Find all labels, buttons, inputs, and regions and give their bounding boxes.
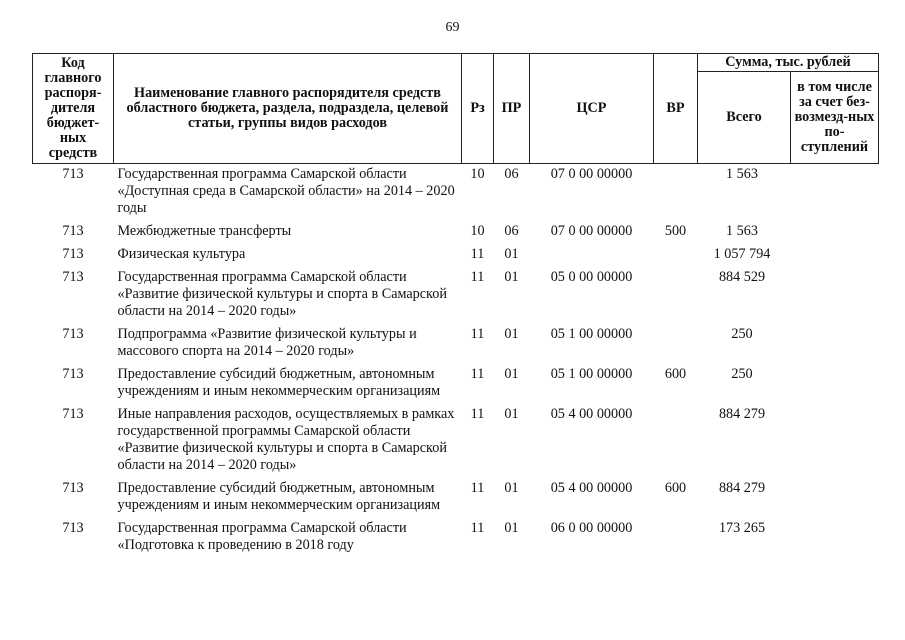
table-row xyxy=(33,366,879,406)
table-row xyxy=(33,520,879,560)
page-number: 69 xyxy=(445,20,460,35)
cell-csr: 07 0 00 00000 xyxy=(550,223,633,239)
table-row xyxy=(33,480,879,520)
cell-rz: 11 xyxy=(470,480,485,496)
table-row xyxy=(33,223,879,246)
cell-csr: 05 0 00 00000 xyxy=(550,269,633,285)
cell-vr xyxy=(654,520,698,560)
cell-name: Физическая культура xyxy=(117,246,246,262)
cell-code: 713 xyxy=(62,326,84,342)
cell-name: Межбюджетные трансферты xyxy=(117,223,292,239)
cell-rz: 11 xyxy=(470,366,485,382)
header-csr: ЦСР xyxy=(530,54,654,164)
header-code: Код главного распоря-дителя бюджет-ных средств xyxy=(33,54,114,164)
header-sum: Сумма, тыс. рублей xyxy=(698,54,879,72)
cell-rz: 10 xyxy=(470,223,485,239)
header-rz: Рз xyxy=(462,54,494,164)
cell-incl xyxy=(791,480,879,520)
cell-csr: 05 1 00 00000 xyxy=(550,366,633,382)
table-row xyxy=(33,246,879,269)
cell-name: Предоставление субсидий бюджетным, автономным учреждениям и иным некоммерческим организациям xyxy=(117,366,441,399)
cell-name: Государственная программа Самарской области «Развитие физической культуры и спорта в Самарской области на 2014 – 2020 годы» xyxy=(117,269,447,319)
header-vr: ВР xyxy=(654,54,698,164)
table-header xyxy=(33,54,879,164)
cell-total: 884 279 xyxy=(718,480,766,496)
cell-pr: 01 xyxy=(504,269,519,285)
cell-vr xyxy=(654,246,698,269)
cell-rz: 10 xyxy=(470,166,485,182)
table-row xyxy=(33,326,879,366)
cell-pr: 01 xyxy=(504,366,519,382)
cell-rz: 11 xyxy=(470,246,485,262)
cell-code: 713 xyxy=(62,166,84,182)
cell-rz: 11 xyxy=(470,326,485,342)
cell-pr: 06 xyxy=(504,223,519,239)
cell-csr: 05 4 00 00000 xyxy=(550,480,633,496)
cell-pr: 01 xyxy=(504,246,519,262)
cell-vr: 600 xyxy=(664,480,687,496)
cell-rz: 11 xyxy=(470,269,485,285)
cell-total: 1 563 xyxy=(726,223,758,239)
table-row xyxy=(33,269,879,326)
cell-name: Подпрограмма «Развитие физической культуры и массового спорта на 2014 – 2020 годы» xyxy=(117,326,417,359)
cell-code: 713 xyxy=(62,406,84,422)
cell-name: Государственная программа Самарской области «Подготовка к проведению в 2018 году xyxy=(117,520,407,553)
cell-vr xyxy=(654,164,698,224)
cell-pr: 01 xyxy=(504,520,519,536)
cell-vr xyxy=(654,269,698,326)
cell-csr: 07 0 00 00000 xyxy=(550,166,633,182)
cell-rz: 11 xyxy=(470,520,485,536)
cell-code: 713 xyxy=(62,520,84,536)
cell-csr: 05 4 00 00000 xyxy=(550,406,633,422)
cell-pr: 01 xyxy=(504,326,519,342)
cell-vr xyxy=(654,326,698,366)
cell-name: Предоставление субсидий бюджетным, автономным учреждениям и иным некоммерческим организациям xyxy=(117,480,441,513)
cell-csr: 05 1 00 00000 xyxy=(550,326,633,342)
cell-pr: 01 xyxy=(504,406,519,422)
cell-name: Иные направления расходов, осуществляемых в рамках государственной программы Самарской области «Развитие физической культуры и спорта в Самарской области на 2014 – 2020 годы» xyxy=(117,406,455,473)
cell-total: 1 057 794 xyxy=(713,246,771,262)
cell-incl xyxy=(791,520,879,560)
cell-vr xyxy=(654,406,698,480)
cell-vr: 600 xyxy=(664,366,687,382)
cell-code: 713 xyxy=(62,246,84,262)
cell-pr: 06 xyxy=(504,166,519,182)
cell-code: 713 xyxy=(62,366,84,382)
cell-code: 713 xyxy=(62,223,84,239)
header-total: Всего xyxy=(698,72,791,164)
cell-incl xyxy=(791,164,879,224)
cell-rz: 11 xyxy=(470,406,485,422)
table-body xyxy=(33,164,879,561)
cell-total: 250 xyxy=(731,366,753,382)
cell-incl xyxy=(791,366,879,406)
cell-incl xyxy=(791,326,879,366)
cell-incl xyxy=(791,223,879,246)
cell-code: 713 xyxy=(62,269,84,285)
cell-vr: 500 xyxy=(664,223,687,239)
cell-incl xyxy=(791,269,879,326)
header-pr: ПР xyxy=(494,54,530,164)
cell-pr: 01 xyxy=(504,480,519,496)
cell-total: 884 279 xyxy=(718,406,766,422)
cell-total: 1 563 xyxy=(726,166,758,182)
budget-table xyxy=(32,53,879,560)
cell-incl xyxy=(791,246,879,269)
table-row xyxy=(33,164,879,224)
cell-total: 884 529 xyxy=(718,269,766,285)
cell-total: 173 265 xyxy=(718,520,766,536)
cell-csr: 06 0 00 00000 xyxy=(550,520,633,536)
header-incl: в том числе за счет без-возмезд-ных по-ступлений xyxy=(791,72,879,164)
table-row xyxy=(33,406,879,480)
cell-csr xyxy=(530,246,654,269)
header-name: Наименование главного распорядителя средств областного бюджета, раздела, подраздела, целевой статьи, группы видов расходов xyxy=(114,54,462,164)
cell-code: 713 xyxy=(62,480,84,496)
cell-name: Государственная программа Самарской области «Доступная среда в Самарской области» на 2014 – 2020 годы xyxy=(117,166,455,216)
cell-total: 250 xyxy=(731,326,753,342)
cell-incl xyxy=(791,406,879,480)
